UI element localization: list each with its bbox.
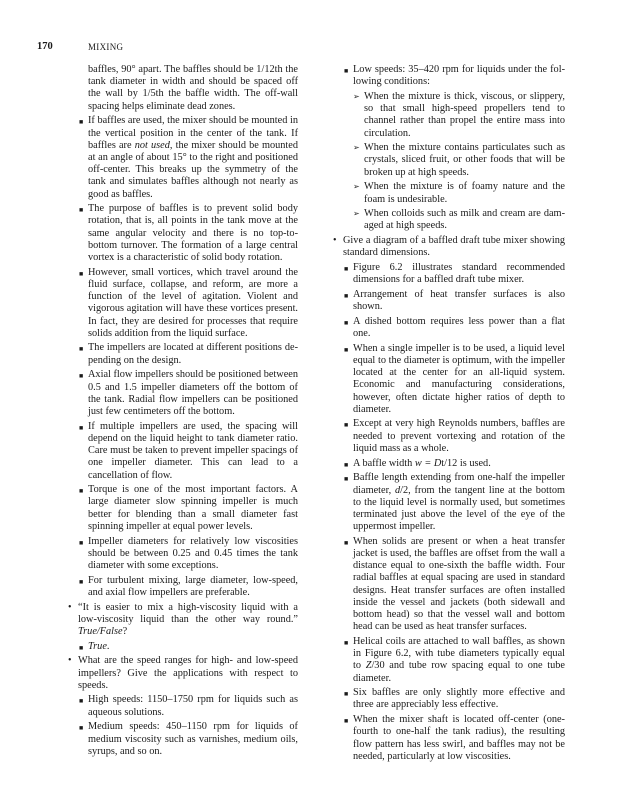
- list-item: [333, 636, 565, 685]
- item-text: [353, 289, 565, 312]
- text-run: /30 and tube row spacing equal to one tube diameter.: [353, 660, 566, 684]
- round-bullet-icon: •: [333, 235, 337, 247]
- square-bullet-icon: ■: [79, 118, 84, 127]
- item-text: [353, 472, 565, 532]
- item-text: [78, 655, 298, 690]
- item-text: [353, 262, 565, 285]
- text-run: Baffle length extending from one-half the impeller diameter,: [353, 472, 565, 496]
- text-run: t/12 is used.: [441, 457, 491, 469]
- list-item: [333, 343, 565, 416]
- list-item: [333, 64, 565, 88]
- item-text: [353, 418, 565, 453]
- list-item: [333, 235, 565, 259]
- list-item: [68, 602, 298, 639]
- text-run: Figure 6.2 illustrates standard recommended dimensions for a baffled draft tube mixer.: [353, 262, 565, 286]
- item-text: [88, 369, 298, 417]
- item-text: [353, 316, 565, 339]
- list-item: [333, 714, 565, 763]
- text-run: baffles, 90° apart. The baffles should be 1/12th the tank diameter in width and should be spaced off the wall by 1/5th the baffle width. The off-wall spacing helps eliminate dead zones.: [88, 64, 298, 112]
- list-item: [68, 267, 298, 340]
- text-run: When the mixture contains particulates such as crystals, sliced fruit, or other foods that will be broken up at high speeds.: [364, 142, 565, 178]
- item-text: [364, 91, 565, 139]
- square-bullet-icon: ■: [344, 717, 349, 726]
- italic-text: w = D: [414, 457, 442, 469]
- right-column: [333, 64, 565, 765]
- item-text: [353, 64, 565, 87]
- list-item: [333, 91, 565, 140]
- arrowhead-bullet-icon: ➢: [353, 91, 360, 101]
- text-run: When the mixer shaft is located off-center (one-fourth to one-half the tank radius), the resulting flow pattern has less swirl, and baffles may not be needed, particularly at low viscosities.: [353, 714, 565, 762]
- item-text: [88, 694, 298, 717]
- item-text: [353, 536, 565, 632]
- italic-text: not used: [134, 139, 170, 151]
- arrowhead-bullet-icon: ➢: [353, 209, 360, 219]
- text-run: The impellers are located at different positions depending on the design.: [88, 342, 298, 366]
- text-run: Arrangement of heat transfer surfaces is also shown.: [353, 288, 565, 313]
- list-item: [333, 181, 565, 205]
- square-bullet-icon: ■: [79, 345, 84, 354]
- square-bullet-icon: ■: [344, 345, 349, 354]
- list-item: [333, 262, 565, 286]
- list-item: [333, 536, 565, 634]
- square-bullet-icon: ■: [79, 724, 84, 733]
- square-bullet-icon: ■: [344, 638, 349, 647]
- text-run: High speeds: 1150–1750 rpm for liquids such as aqueous solutions.: [88, 694, 298, 718]
- square-bullet-icon: ■: [79, 577, 84, 586]
- round-bullet-icon: •: [68, 655, 72, 667]
- text-run: “It is easier to mix a high-viscosity liquid with a low-viscosity liquid than the other way round.”: [78, 601, 298, 625]
- text-run: Torque is one of the most important factors. A large diameter slow spinning impeller is much better for blending than a small diameter fast spinning impeller at equal power levels.: [88, 484, 298, 532]
- item-text: [88, 536, 298, 571]
- item-text: [88, 64, 298, 112]
- item-text: [88, 721, 298, 756]
- text-run: /2, from the tangent line at the bottom to the liquid level is normally used, but sometimes terminated just above the level of the eye of the uppermost impeller.: [353, 484, 565, 533]
- item-text: [88, 484, 298, 532]
- round-bullet-icon: •: [68, 601, 72, 613]
- list-item: [68, 536, 298, 573]
- square-bullet-icon: ■: [344, 291, 349, 300]
- running-head: MIXING: [88, 42, 124, 52]
- text-run: Medium speeds: 450–1150 rpm for liquids of medium viscosity such as varnishes, medium oils, syrups, and so on.: [88, 721, 298, 757]
- item-text: [364, 208, 565, 231]
- list-item: [68, 342, 298, 366]
- text-run: The purpose of baffles is to prevent solid body rotation, that is, all points in the tank move at the same angular velocity and there is no top-to-bottom turnover. The formation of a large central vortex is a characteristic of solid body rotation.: [88, 203, 298, 264]
- list-item: [333, 472, 565, 533]
- item-text: [343, 235, 565, 258]
- list-item: [68, 694, 298, 718]
- text-run: Helical coils are attached to wall baffles, as shown in Figure 6.2, with tube diameters typically equal to: [353, 635, 565, 672]
- text-run: If multiple impellers are used, the spacing will depend on the liquid height to tank diameter ratio. Care must be taken to prevent impeller spacings of one impeller diameter. This can lead to a cancellation of flow.: [88, 420, 298, 481]
- square-bullet-icon: ■: [344, 538, 349, 547]
- list-item: [68, 203, 298, 264]
- item-text: [353, 343, 565, 415]
- text-run: If baffles are used, the mixer should be mounted in the vertical position in the center of the tank. If baffles are: [88, 115, 298, 151]
- text-run: However, small vortices, which travel around the fluid surface, collapse, and reform, are more a function of the level of agitation. Violent and vigorous agitation will have these vortices present. In fact, they are desired for processes that require solids addition from the liquid surface.: [88, 266, 298, 339]
- square-bullet-icon: ■: [79, 372, 84, 381]
- text-run: When colloids such as milk and cream are damaged at high speeds.: [364, 208, 565, 232]
- square-bullet-icon: ■: [79, 269, 84, 278]
- page-number: 170: [37, 41, 53, 52]
- text-run: , the mixer should be mounted at an angle of about 15° to the right and positioned off-center. This breaks up the symmetry of the tank and simulates baffles although not nearly as good as baffles.: [88, 139, 299, 200]
- item-text: [88, 115, 298, 199]
- text-run: A dished bottom requires less power than a flat one.: [353, 315, 565, 340]
- item-text: [88, 575, 298, 598]
- arrowhead-bullet-icon: ➢: [353, 182, 360, 192]
- list-item: [333, 458, 565, 470]
- italic-text: True: [88, 640, 107, 652]
- continued-paragraph: [68, 64, 298, 113]
- square-bullet-icon: ■: [79, 697, 84, 706]
- square-bullet-icon: ■: [79, 487, 84, 496]
- square-bullet-icon: ■: [344, 265, 349, 274]
- list-item: [68, 115, 298, 200]
- arrowhead-bullet-icon: ➢: [353, 143, 360, 153]
- square-bullet-icon: ■: [344, 460, 349, 469]
- square-bullet-icon: ■: [79, 538, 84, 547]
- text-run: A baffle width: [353, 457, 415, 469]
- square-bullet-icon: ■: [79, 643, 84, 652]
- list-item: [68, 484, 298, 533]
- item-text: [88, 421, 298, 481]
- list-item: [68, 369, 298, 418]
- text-run: Axial flow impellers should be positioned between 0.5 and 1.5 impeller diameters off the bottom of the tank. Radial flow impellers can be positioned just few centimeters off the bottom.: [88, 369, 298, 417]
- item-text: [353, 714, 565, 762]
- text-run: Give a diagram of a baffled draft tube mixer showing standard dimensions.: [343, 235, 565, 259]
- list-item: [68, 575, 298, 599]
- list-item: [333, 208, 565, 232]
- italic-text: True/False: [78, 625, 123, 637]
- list-item: [68, 641, 298, 653]
- list-item: [333, 687, 565, 711]
- item-text: [88, 641, 109, 652]
- square-bullet-icon: ■: [344, 318, 349, 327]
- text-run: Low speeds: 35–420 rpm for liquids under the following conditions:: [353, 64, 565, 88]
- list-item: [68, 721, 298, 758]
- text-run: .: [106, 640, 110, 652]
- item-text: [353, 458, 491, 469]
- text-run: When a single impeller is to be used, a liquid level equal to the diameter is optimum, with the impeller located at the center for an all-liquid system. Economic and manufacturing considerations, however, often dictate higher ratios of depth to diameter.: [353, 342, 565, 415]
- text-run: When the mixture is thick, viscous, or slippery, so that small high-speed propellers tend to channel rather than propel the entire mass into circulation.: [364, 90, 565, 139]
- text-run: When the mixture is of foamy nature and the foam is undesirable.: [364, 181, 565, 205]
- item-text: [364, 142, 565, 177]
- item-text: [353, 636, 565, 684]
- text-run: For turbulent mixing, large diameter, low-speed, and axial flow impellers are preferable.: [88, 574, 298, 598]
- item-text: [88, 342, 298, 365]
- list-item: [68, 421, 298, 482]
- text-run: Six baffles are only slightly more effective and three are appreciably less effective.: [353, 687, 565, 711]
- text-run: When solids are present or when a heat transfer jacket is used, the baffles are offset from the wall a distance equal to one-sixth the baffle width. Four radial baffles at equal spacing are used in standard designs. Heat transfer surfaces are often installed inside the vessel and jackets (both sidewall and bottom head) so that the vessel wall and bottom head can be used as heat transfer surfaces.: [353, 535, 565, 633]
- list-item: [333, 289, 565, 313]
- list-item: [333, 418, 565, 455]
- item-text: [88, 203, 298, 263]
- text-run: Impeller diameters for relatively low viscosities should be between 0.25 and 0.45 times the tank diameter with some exceptions.: [88, 535, 298, 571]
- item-text: [88, 267, 298, 339]
- square-bullet-icon: ■: [79, 206, 84, 215]
- text-run: ?: [122, 625, 128, 637]
- italic-text: d: [395, 484, 401, 496]
- list-item: [333, 142, 565, 179]
- left-column: [68, 64, 298, 760]
- square-bullet-icon: ■: [344, 690, 349, 699]
- list-item: [68, 655, 298, 692]
- text-run: Except at very high Reynolds numbers, baffles are needed to prevent vortexing and rotation of the liquid mass as a whole.: [353, 418, 565, 454]
- item-text: [78, 602, 298, 637]
- list-item: [333, 316, 565, 340]
- square-bullet-icon: ■: [344, 67, 349, 75]
- italic-text: Z: [365, 660, 372, 672]
- square-bullet-icon: ■: [344, 421, 349, 430]
- item-text: [364, 181, 565, 204]
- square-bullet-icon: ■: [79, 423, 84, 432]
- text-run: What are the speed ranges for high- and low-speed impellers? Give the applications with respect to speeds.: [78, 655, 298, 691]
- item-text: [353, 687, 565, 710]
- square-bullet-icon: ■: [344, 475, 349, 484]
